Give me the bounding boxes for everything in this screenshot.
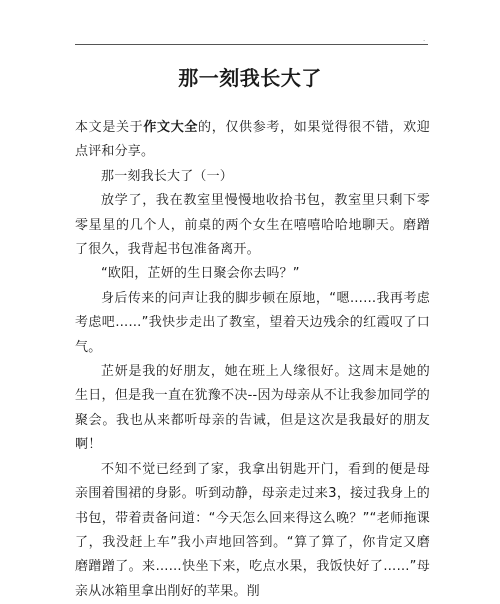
intro-suffix: 的，仅供参考，如果觉得很不错，欢迎点评和分享。 [75,120,430,160]
intro-paragraph [75,116,430,165]
paragraph: “欧阳，芷妍的生日聚会你去吗？” [101,266,300,282]
intro-prefix: 本文是关于 [75,120,144,135]
paragraph: 芷妍是我的好朋友，她在班上人缘很好。这周末是她的生日，但是我一直在犹豫不决--因为母亲从不让我参加同学的聚会。我也从来都听母亲的告诫，但是这次是我最好的朋友啊！ [75,364,430,453]
paragraph: 放学了，我在教室里慢慢地收拾书包，教室里只剩下零零星星的几个人，前桌的两个女生在嘻嘻哈哈地聊天。磨蹭了很久，我背起书包准备离开。 [75,193,430,258]
document-body [75,116,430,604]
document-title: 那一刻我长大了 [178,66,322,90]
paragraph: 身后传来的问声让我的脚步顿在原地，“嗯……我再考虑考虑吧……”我快步走出了教室，望着天边残余的红霞叹了口气。 [75,290,430,355]
section-heading: 那一刻我长大了（一） [101,168,234,184]
header-rule [75,44,428,45]
intro-bold-link: 作文大全 [143,120,199,135]
header-dot: . [423,35,426,43]
paragraph: 不知不觉已经到了家，我拿出钥匙开门，看到的便是母亲围着围裙的身影。听到动静，母亲走过来3，接过我身上的书包，带着责备问道：“今天怎么回来得这么晚？”“老师拖课了，我没赶上车”我小声地回答到。“算了算了，你肯定又磨磨蹭蹭了。来……快坐下来，吃点水果，我饭快好了……”母亲从冰箱里拿出削好的苹果。削 [75,461,430,599]
